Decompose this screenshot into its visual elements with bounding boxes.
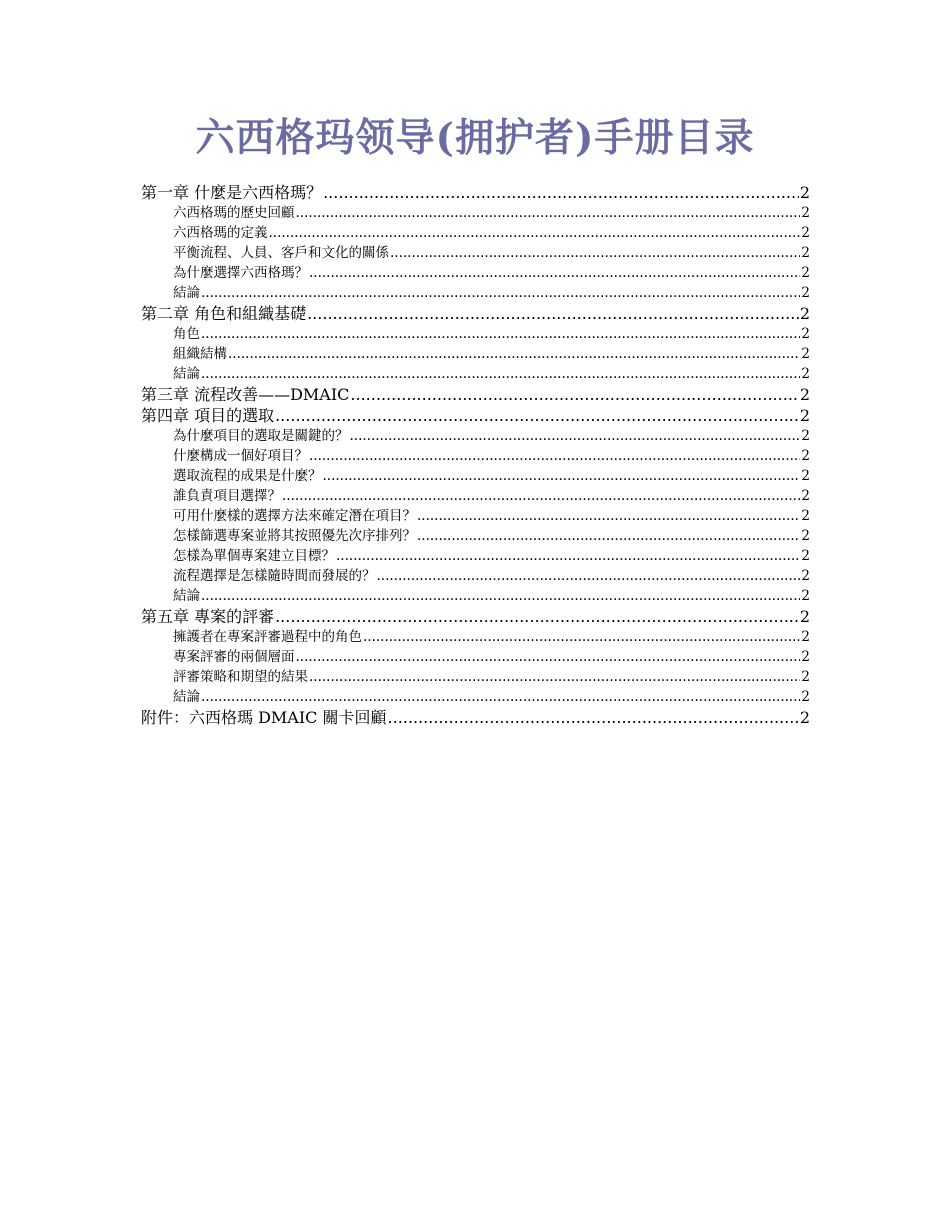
toc-entry-text: 六西格瑪的定義 [173,225,268,241]
toc-entry-text: 為什麼選擇六西格瑪？ [173,265,308,281]
toc-entry-text: 第一章 什麼是六西格瑪？ [141,183,323,202]
toc-dot-leader [363,628,800,647]
toc-dot-leader [309,668,800,687]
toc-entry-text: 誰負責項目選擇？ [173,488,281,504]
toc-page-number: 2 [801,428,810,444]
toc-section-entry[interactable] [141,486,810,506]
toc-page-number: 2 [799,385,810,404]
toc-page-number: 2 [801,346,810,362]
toc-entry-text: 第二章 角色和組織基礎 [141,304,307,323]
toc-dot-leader [336,547,800,566]
toc-dot-leader [417,527,800,546]
toc-dot-leader [201,325,800,344]
toc-page-number: 2 [799,607,810,626]
toc-entry-text: 擁護者在專案評審過程中的角色 [173,629,362,645]
toc-dot-leader [309,264,800,283]
toc-section-entry[interactable] [141,506,810,526]
toc-page-number: 2 [801,568,810,584]
toc-page-number: 2 [801,689,810,705]
toc-page-number: 2 [801,548,810,564]
toc-page-number: 2 [801,649,810,665]
toc-page-number: 2 [801,326,810,342]
toc-entry-text: 附件：六西格瑪 DMAIC 關卡回顧 [141,708,387,727]
toc-page-number: 2 [801,448,810,464]
toc-dot-leader [201,688,800,707]
toc-section-entry[interactable] [141,426,810,446]
toc-chapter-entry[interactable] [141,405,810,426]
toc-page-number: 2 [801,245,810,261]
toc-dot-leader [350,385,798,405]
toc-entry-text: 平衡流程、人員、客戶和文化的關係 [173,245,389,261]
toc-section-entry[interactable] [141,263,810,283]
toc-page-number: 2 [801,205,810,221]
toc-section-entry[interactable] [141,324,810,344]
toc-entry-text: 六西格瑪的歷史回顧 [173,205,295,221]
toc-entry-text: 組織結構 [173,346,227,362]
toc-section-entry[interactable] [141,344,810,364]
toc-dot-leader [377,567,801,586]
toc-page-number: 2 [801,225,810,241]
toc-section-entry[interactable] [141,223,810,243]
toc-entry-text: 結論 [173,689,200,705]
toc-dot-leader [201,587,800,606]
toc-entry-text: 可用什麼樣的選擇方法來確定潛在項目？ [173,508,416,524]
toc-entry-text: 為什麼項目的選取是關鍵的？ [173,428,349,444]
toc-dot-leader [323,467,801,486]
toc-section-entry[interactable] [141,546,810,566]
toc-dot-leader [275,607,799,627]
toc-entry-text: 什麼構成一個好項目？ [173,448,308,464]
toc-chapter-entry[interactable] [141,707,810,728]
toc-page-number: 2 [801,468,810,484]
toc-dot-leader [269,224,801,243]
toc-dot-leader [307,304,799,324]
toc-page-number: 2 [799,708,810,727]
document-title: 六西格玛领导(拥护者)手册目录 [195,115,755,161]
toc-page-number: 2 [801,265,810,281]
toc-page-number: 2 [801,588,810,604]
toc-entry-text: 怎樣篩選專案並將其按照優先次序排列？ [173,528,416,544]
toc-page-number: 2 [801,629,810,645]
toc-dot-leader [309,447,800,466]
toc-entry-text: 選取流程的成果是什麼？ [173,468,322,484]
toc-entry-text: 角色 [173,326,200,342]
toc-chapter-entry[interactable] [141,606,810,627]
toc-section-entry[interactable] [141,647,810,667]
toc-dot-leader [323,183,799,203]
toc-section-entry[interactable] [141,667,810,687]
toc-page-number: 2 [801,285,810,301]
toc-section-entry[interactable] [141,526,810,546]
toc-section-entry[interactable] [141,243,810,263]
toc-page-number: 2 [801,669,810,685]
toc-section-entry[interactable] [141,586,810,606]
toc-dot-leader [417,507,800,526]
toc-entry-text: 結論 [173,285,200,301]
toc-dot-leader [275,406,799,426]
toc-entry-text: 結論 [173,366,200,382]
toc-section-entry[interactable] [141,466,810,486]
toc-entry-text: 評審策略和期望的結果 [173,669,308,685]
toc-section-entry[interactable] [141,566,810,586]
toc-dot-leader [350,427,801,446]
toc-page-number: 2 [799,183,810,202]
toc-entry-text: 專案評審的兩個層面 [173,649,295,665]
toc-page-number: 2 [801,488,810,504]
toc-entry-text: 結論 [173,588,200,604]
toc-chapter-entry[interactable] [141,303,810,324]
toc-section-entry[interactable] [141,687,810,707]
toc-dot-leader [296,204,801,223]
toc-section-entry[interactable] [141,627,810,647]
table-of-contents [141,182,810,728]
toc-page-number: 2 [801,366,810,382]
toc-page-number: 2 [799,304,810,323]
toc-dot-leader [201,284,800,303]
toc-entry-text: 第四章 項目的選取 [141,406,275,425]
toc-page-number: 2 [801,508,810,524]
toc-page-number: 2 [801,528,810,544]
toc-dot-leader [201,365,800,384]
toc-dot-leader [282,487,800,506]
toc-dot-leader [388,708,799,728]
toc-chapter-entry[interactable] [141,182,810,203]
toc-section-entry[interactable] [141,203,810,223]
toc-entry-text: 第三章 流程改善——DMAIC [141,385,350,404]
toc-page-number: 2 [799,406,810,425]
toc-entry-text: 第五章 專案的評審 [141,607,275,626]
toc-section-entry[interactable] [141,446,810,466]
toc-section-entry[interactable] [141,364,810,384]
toc-dot-leader [390,244,800,263]
toc-dot-leader [228,345,800,364]
toc-entry-text: 流程選擇是怎樣隨時間而發展的？ [173,568,376,584]
toc-chapter-entry[interactable] [141,384,810,405]
toc-section-entry[interactable] [141,283,810,303]
toc-dot-leader [296,648,801,667]
toc-entry-text: 怎樣為單個專案建立目標？ [173,548,335,564]
